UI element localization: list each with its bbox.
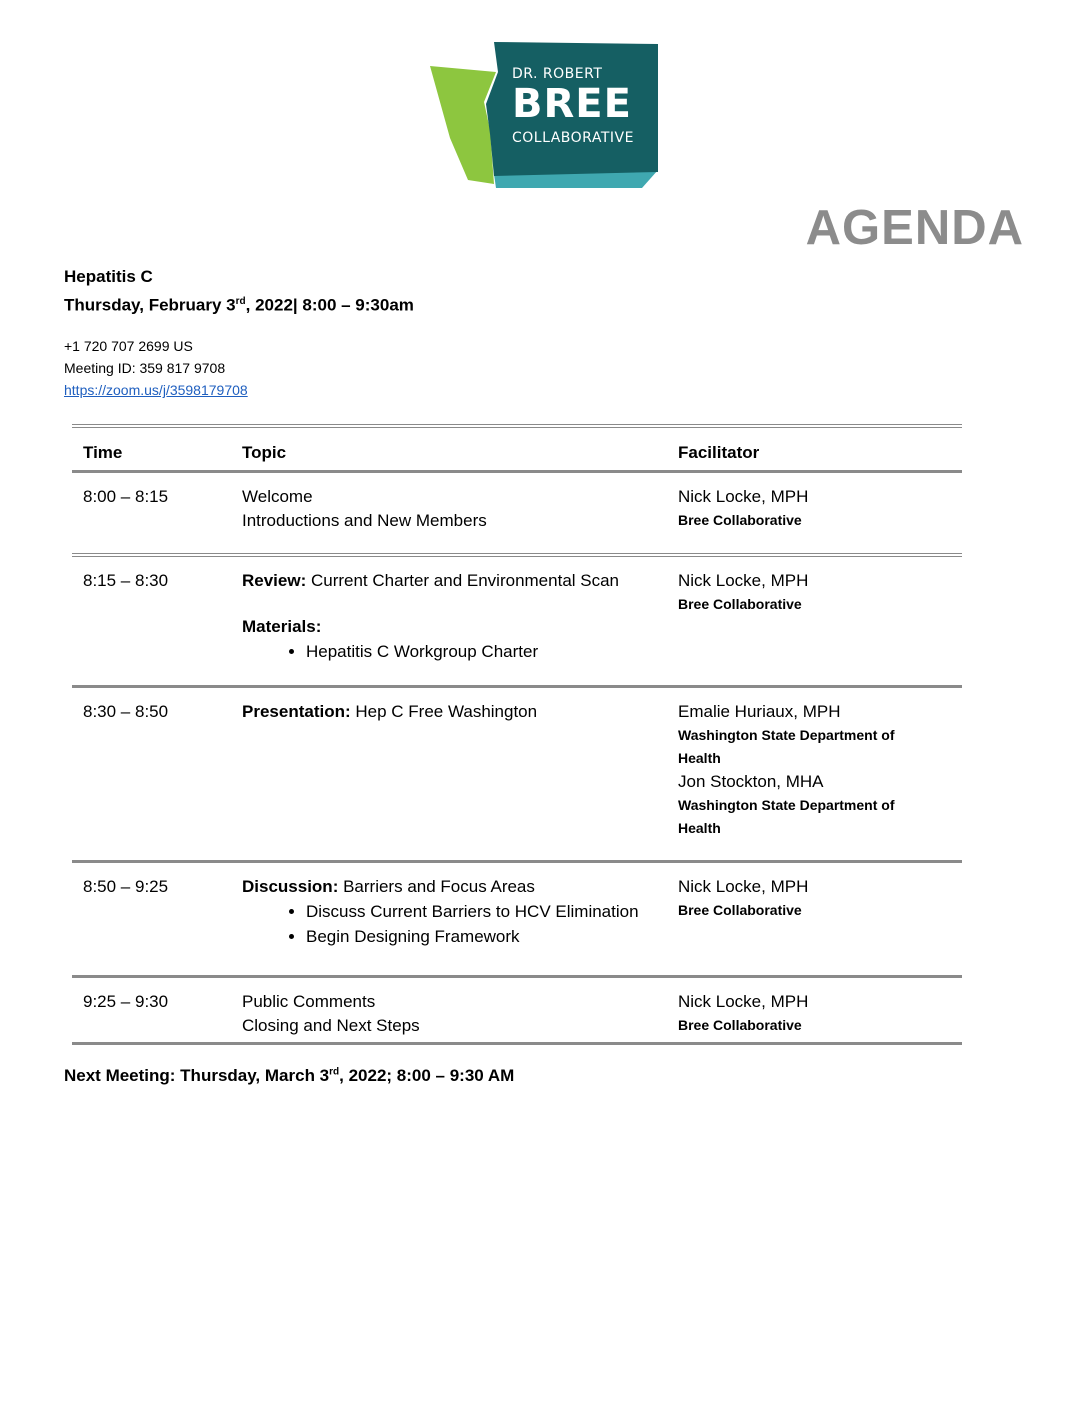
- facilitator-name: Emalie Huriaux, MPH: [678, 702, 841, 721]
- logo-text-dr-robert: DR. ROBERT: [512, 66, 603, 82]
- list-item: • Hepatitis C Workgroup Charter: [306, 639, 678, 664]
- facilitator-name: Nick Locke, MPH: [678, 992, 809, 1011]
- logo-green-shape: [430, 66, 496, 184]
- logo-text-collaborative: COLLABORATIVE: [512, 130, 634, 146]
- facilitator-org: Washington State Department of Health: [678, 797, 895, 836]
- row-time: 8:15 – 8:30: [83, 571, 169, 590]
- phone-number: +1 720 707 2699 US: [64, 338, 193, 354]
- table-header-row: [72, 428, 962, 470]
- header-topic: Topic: [242, 443, 287, 462]
- workgroup-name: Hepatitis C: [64, 267, 153, 286]
- list-item: • Discuss Current Barriers to HCV Elimination: [306, 899, 678, 924]
- facilitator-name: Nick Locke, MPH: [678, 877, 809, 896]
- agenda-table: [72, 424, 962, 1045]
- facilitator-org: Bree Collaborative: [678, 596, 802, 612]
- facilitator-org: Bree Collaborative: [678, 902, 802, 918]
- list-item: • Begin Designing Framework: [306, 924, 678, 949]
- header-facilitator: Facilitator: [678, 443, 760, 462]
- row-topic: Welcome Introductions and New Members: [242, 487, 487, 530]
- row-topic: Presentation: Hep C Free Washington: [242, 702, 538, 721]
- table-row: [72, 557, 962, 685]
- facilitator-org: Bree Collaborative: [678, 1017, 802, 1033]
- meeting-header: [64, 264, 414, 318]
- table-row: [72, 863, 962, 975]
- row-facilitator: [678, 990, 962, 1042]
- discussion-list: [242, 899, 678, 949]
- table-row: [72, 473, 962, 553]
- meeting-date: Thursday, February 3rd, 2022| 8:00 – 9:30am: [64, 295, 414, 315]
- facilitator-name: Nick Locke, MPH: [678, 487, 809, 506]
- row-facilitator: [678, 569, 962, 685]
- logo-text-bree: BREE: [512, 81, 632, 127]
- row-facilitator: [678, 875, 962, 975]
- facilitator-org: Bree Collaborative: [678, 512, 802, 528]
- table-bottom-rule: [72, 1042, 962, 1045]
- row-time: 9:25 – 9:30: [83, 992, 169, 1011]
- materials-list: [242, 639, 678, 664]
- row-topic: Public Comments Closing and Next Steps: [242, 992, 420, 1035]
- table-row: [72, 978, 962, 1042]
- facilitator-name: Jon Stockton, MHA: [678, 772, 824, 791]
- zoom-link[interactable]: https://zoom.us/j/3598179708: [64, 382, 248, 398]
- facilitator-org: Washington State Department of Health: [678, 727, 895, 766]
- row-time: 8:00 – 8:15: [83, 487, 169, 506]
- row-topic: Review: Current Charter and Environmental Scan Materials: • Hepatitis C Workgroup Charter: [242, 569, 678, 685]
- next-meeting: Next Meeting: Thursday, March 3rd, 2022; 8:00 – 9:30 AM: [64, 1066, 515, 1085]
- materials-label: Materials:: [242, 617, 322, 636]
- row-facilitator: [678, 485, 962, 553]
- header-time: Time: [83, 443, 123, 462]
- facilitator-name: Nick Locke, MPH: [678, 571, 809, 590]
- agenda-title: AGENDA: [805, 201, 1024, 255]
- row-facilitator: [678, 700, 962, 860]
- meeting-id: Meeting ID: 359 817 9708: [64, 360, 226, 376]
- row-topic: Discussion: Barriers and Focus Areas • Discuss Current Barriers to HCV Elimination • Begin Designing Framework: [242, 875, 678, 975]
- table-row: [72, 688, 962, 860]
- meeting-info: [64, 335, 248, 401]
- row-time: 8:30 – 8:50: [83, 702, 169, 721]
- row-time: 8:50 – 9:25: [83, 877, 169, 896]
